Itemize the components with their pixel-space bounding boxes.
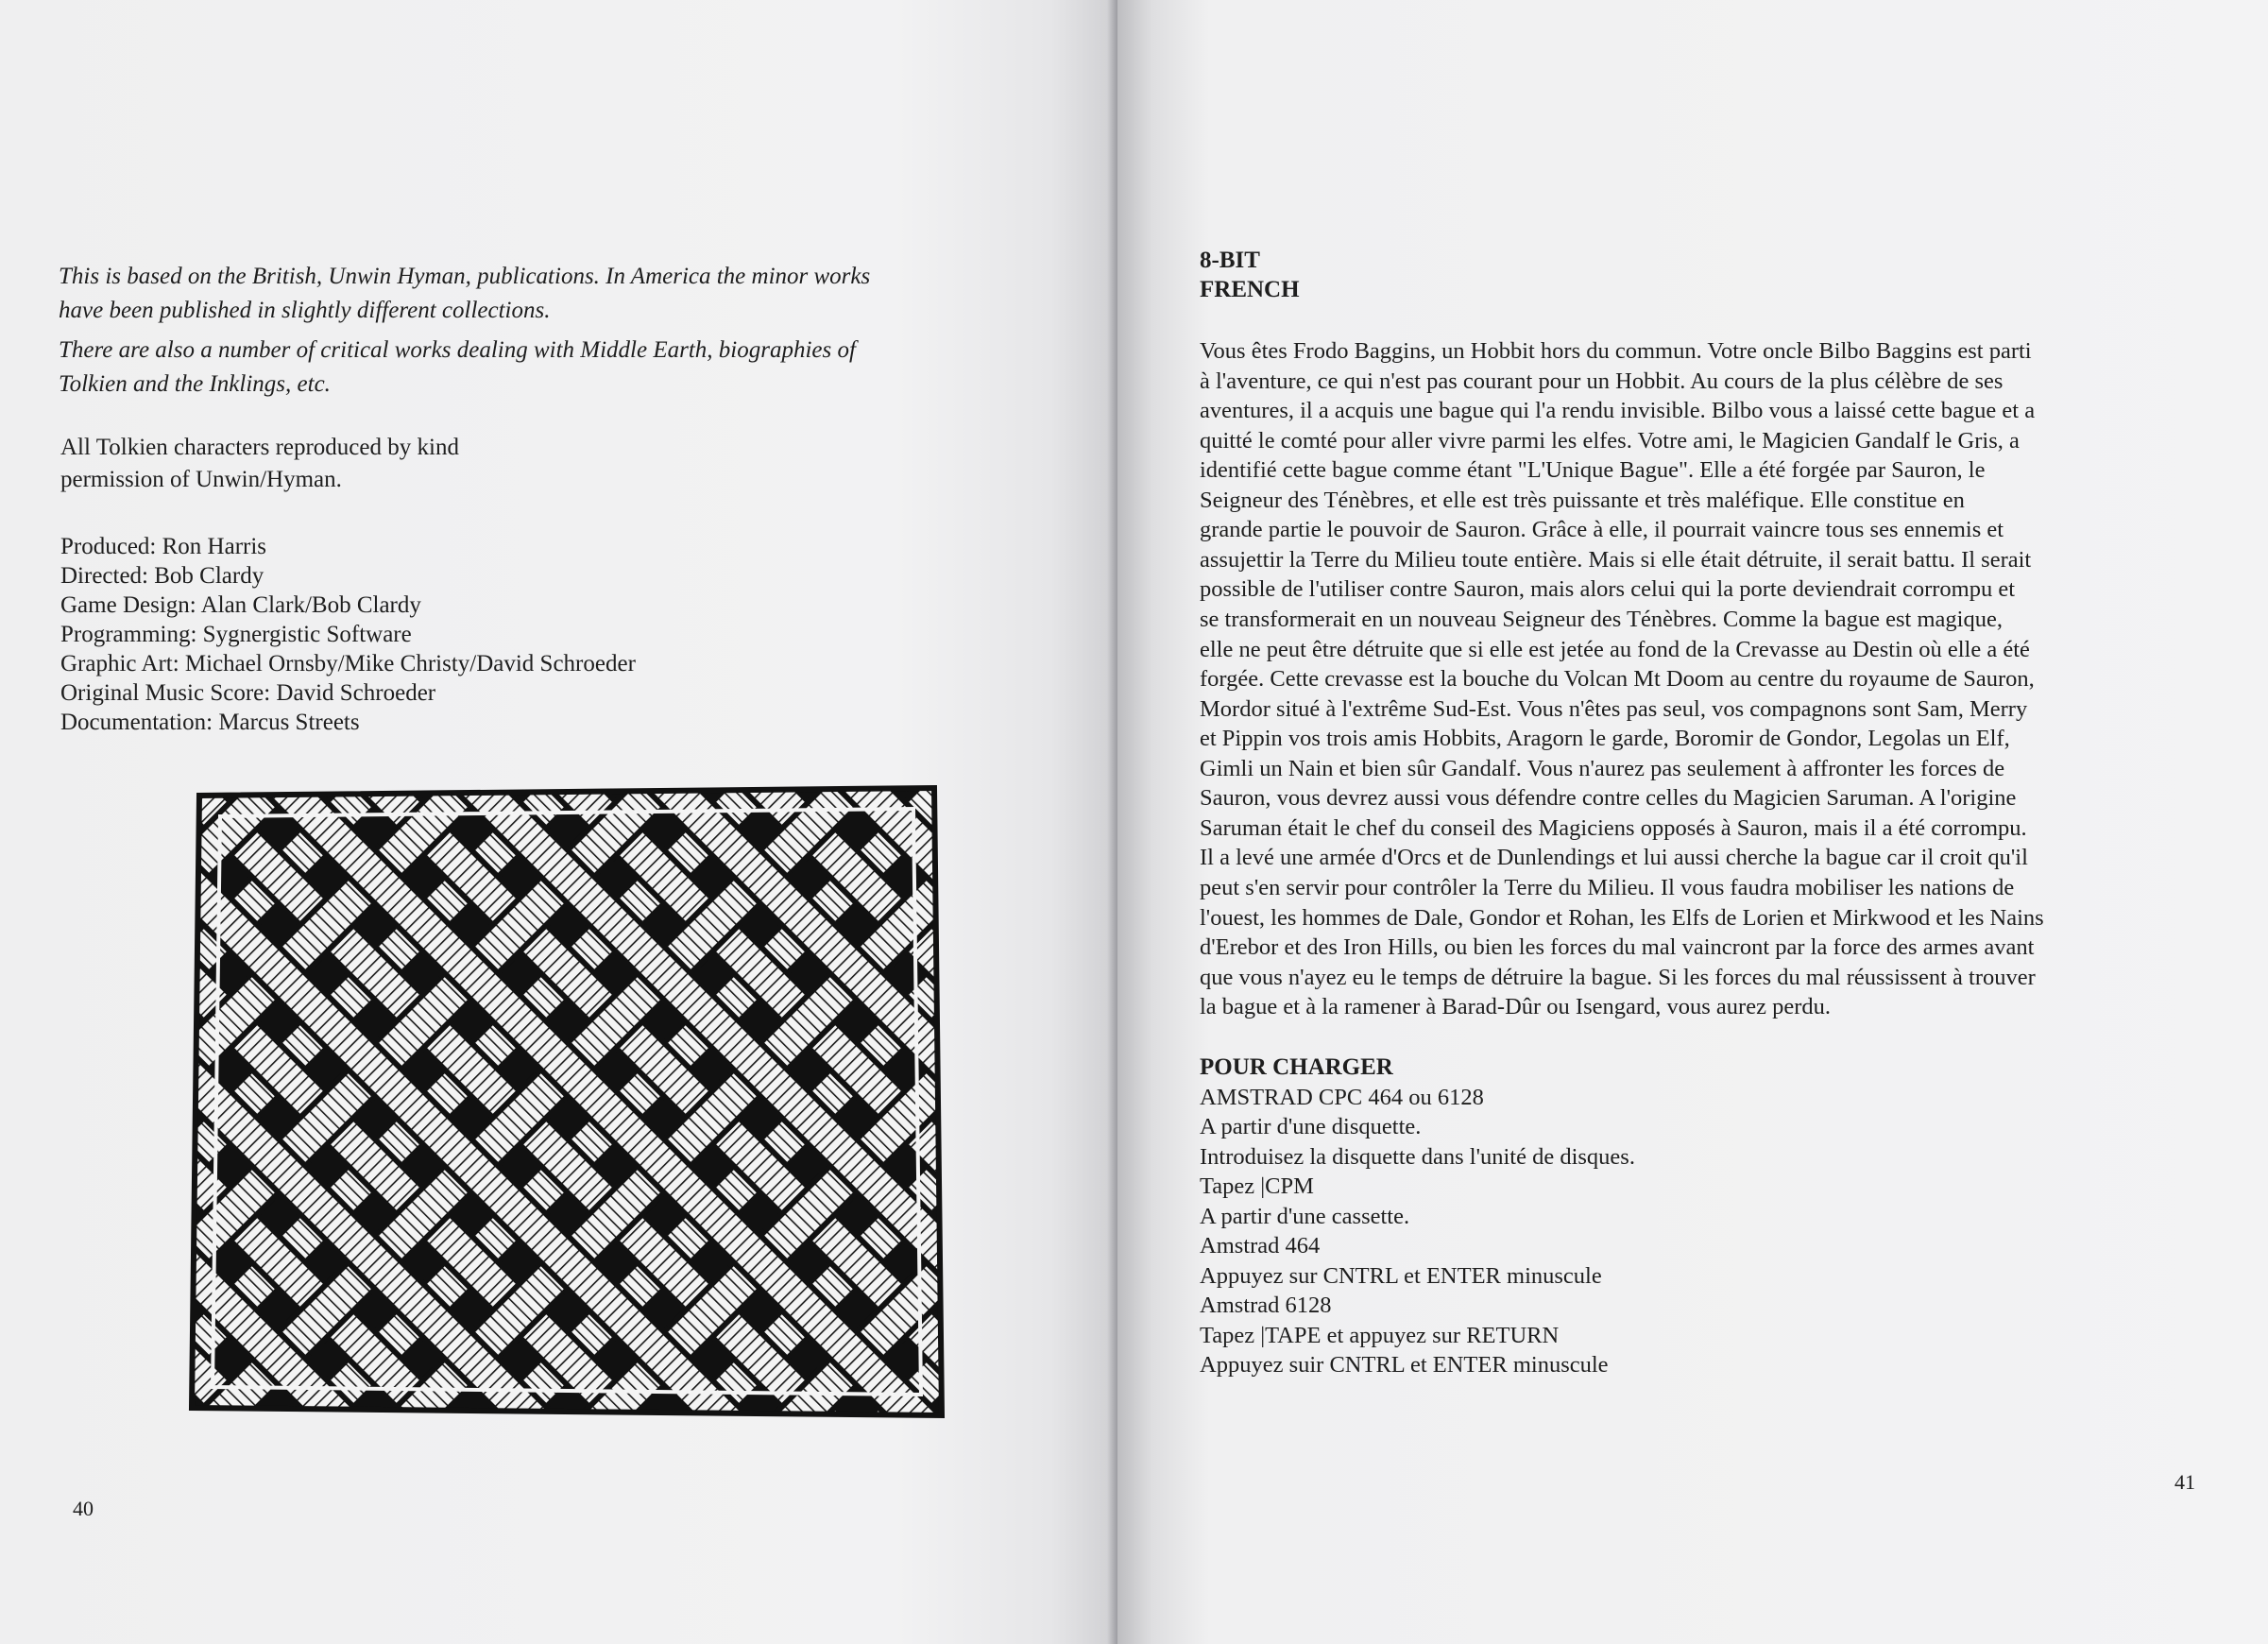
paragraph-line: Il a levé une armée d'Orcs et de Dunlendings et lui aussi cherche la bague car il croit qu'il — [1200, 845, 2028, 870]
paragraph-line: et Pippin vos trois amis Hobbits, Aragorn le garde, Boromir de Gondor, Legolas un Elf, — [1200, 726, 2010, 751]
instruction-line: A partir d'une disquette. — [1200, 1114, 1422, 1139]
paragraph-line: grande partie le pouvoir de Sauron. Grâce à elle, il pourrait vaincre tous ses ennemis et — [1200, 517, 2004, 542]
italic-note-line: have been published in slightly different collections. — [59, 298, 551, 323]
paragraph-line: Mordor situé à l'extrême Sud-Est. Vous n'êtes pas seul, vos compagnons sont Sam, Merry — [1200, 696, 2028, 722]
instruction-line: Tapez |TAPE et appuyez sur RETURN — [1200, 1323, 1560, 1348]
left-page — [0, 0, 1117, 1644]
paragraph-line: Sauron, vous devrez aussi vous défendre contre celles du Magicien Saruman. A l'origine — [1200, 785, 2017, 811]
paragraph-line: elle ne peut être détruite que si elle est jetée au fond de la Crevasse au Destin où elle a été — [1200, 637, 2030, 662]
section-heading: FRENCH — [1200, 277, 1300, 302]
paragraph-line: quitté le comté pour aller vivre parmi les elfes. Votre ami, le Magicien Gandalf le Gris, a — [1200, 428, 2020, 454]
italic-note-line: There are also a number of critical works dealing with Middle Earth, biographies of — [59, 337, 856, 363]
paragraph-line: à l'aventure, ce qui n'est pas courant pour un Hobbit. Au cours de la plus célèbre de ses — [1200, 368, 2004, 394]
instruction-line: Tapez |CPM — [1200, 1173, 1314, 1199]
credit-line: Original Music Score: David Schroeder — [60, 680, 436, 706]
permission-line: permission of Unwin/Hyman. — [60, 467, 342, 492]
paragraph-line: la bague et à la ramener à Barad-Dûr ou Isengard, vous aurez perdu. — [1200, 994, 1831, 1019]
paragraph-line: peut s'en servir pour contrôler la Terre du Milieu. Il vous faudra mobiliser les nations de — [1200, 875, 2015, 900]
instruction-line: Introduisez la disquette dans l'unité de disques. — [1200, 1144, 1635, 1170]
paragraph-line: assujettir la Terre du Milieu toute entière. Mais si elle était détruite, il serait battu. Il serait — [1200, 547, 2032, 573]
credit-line: Programming: Sygnergistic Software — [60, 622, 412, 647]
celtic-knot-illustration — [182, 780, 951, 1421]
paragraph-line: aventures, il a acquis une bague qui l'a rendu invisible. Bilbo vous a laissé cette bague et a — [1200, 398, 2036, 423]
instruction-line: Amstrad 464 — [1200, 1233, 1321, 1259]
instruction-line: A partir d'une cassette. — [1200, 1204, 1410, 1229]
credit-line: Graphic Art: Michael Ornsby/Mike Christy/David Schroeder — [60, 651, 636, 676]
paragraph-line: forgée. Cette crevasse est la bouche du Volcan Mt Doom au centre du royaume de Sauron, — [1200, 666, 2035, 692]
paragraph-line: Gimli un Nain et bien sûr Gandalf. Vous n'aurez pas seulement à affronter les forces de — [1200, 756, 2005, 781]
italic-note-line: Tolkien and the Inklings, etc. — [59, 371, 331, 397]
paragraph-line: identifié cette bague comme étant "L'Unique Bague". Elle a été forgée par Sauron, le — [1200, 457, 1986, 483]
permission-line: All Tolkien characters reproduced by kind — [60, 435, 459, 460]
paragraph-line: Vous êtes Frodo Baggins, un Hobbit hors du commun. Votre oncle Bilbo Baggins est parti — [1200, 338, 2032, 364]
paragraph-line: Seigneur des Ténèbres, et elle est très puissante et très maléfique. Elle constitue en — [1200, 488, 1965, 513]
paragraph-line: que vous n'ayez eu le temps de détruire la bague. Si les forces du mal réussissent à trouver — [1200, 965, 2036, 990]
instruction-line: Appuyez sur CNTRL et ENTER minuscule — [1200, 1263, 1602, 1289]
section-heading: 8-BIT — [1200, 248, 1260, 273]
credit-line: Produced: Ron Harris — [60, 534, 267, 559]
paragraph-line: Saruman était le chef du conseil des Magiciens opposés à Sauron, mais il a été corrompu. — [1200, 815, 2027, 841]
italic-note-line: This is based on the British, Unwin Hyman, publications. In America the minor works — [59, 264, 871, 289]
credit-line: Documentation: Marcus Streets — [60, 710, 360, 735]
page-number: 41 — [2174, 1470, 2195, 1494]
loading-heading: POUR CHARGER — [1200, 1054, 1393, 1080]
instruction-line: Amstrad 6128 — [1200, 1293, 1332, 1318]
instruction-line: AMSTRAD CPC 464 ou 6128 — [1200, 1085, 1484, 1110]
credit-line: Game Design: Alan Clark/Bob Clardy — [60, 592, 421, 618]
paragraph-line: possible de l'utiliser contre Sauron, mais alors celui qui la porte deviendrait corrompu et — [1200, 576, 2016, 602]
instruction-line: Appuyez suir CNTRL et ENTER minuscule — [1200, 1352, 1609, 1378]
page-number: 40 — [73, 1497, 94, 1520]
paragraph-line: se transformerait en un nouveau Seigneur des Ténèbres. Comme la bague est magique, — [1200, 607, 2003, 632]
paragraph-line: l'ouest, les hommes de Dale, Gondor et Rohan, les Elfs de Lorien et Mirkwood et les Nains — [1200, 905, 2044, 931]
credit-line: Directed: Bob Clardy — [60, 563, 264, 589]
paragraph-line: d'Erebor et des Iron Hills, ou bien les forces du mal vaincront par la force des armes avant — [1200, 934, 2035, 960]
